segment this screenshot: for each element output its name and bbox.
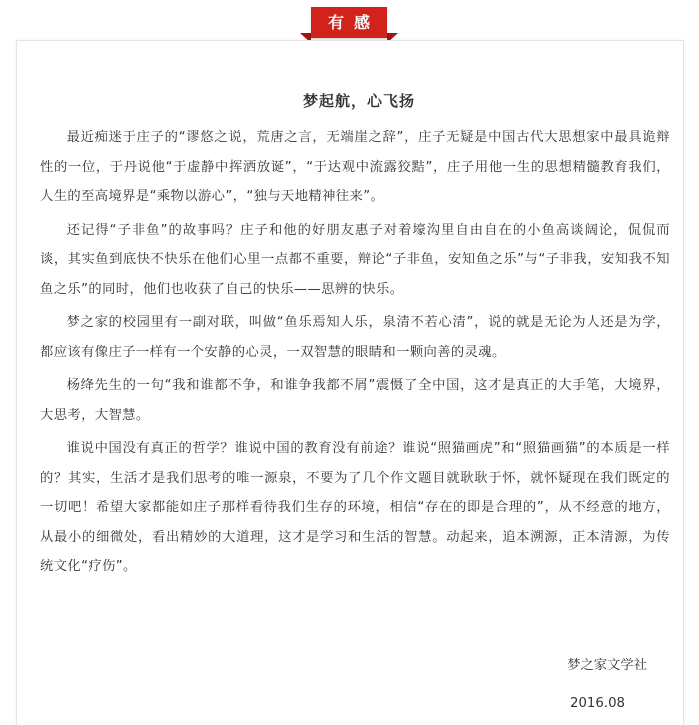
- paragraph-1: 最近痴迷于庄子的“谬悠之说，荒唐之言，无端崖之辞”，庄子无疑是中国古代大思想家中最具诡辩性的一位，于丹说他“于虚静中挥洒放诞”，“于达观中流露狡黠”，庄子用他一生的思想精髓教育我们，人生的至高境界是“乘物以游心”，“独与天地精神往来”。: [40, 130, 670, 204]
- article-signature: 梦之家文学社: [567, 658, 647, 673]
- paragraph-5: 谁说中国没有真正的哲学？谁说中国的教育没有前途？谁说“照猫画虎”和“照猫画猫”的本质是一样的？其实，生活才是我们思考的唯一源泉，不要为了几个作文题目就耿耿于怀，就怀疑现在我们既定的一切吧！希望大家都能如庄子那样看待我们生存的环境，相信“存在的即是合理的”，从不经意的地方，从最小的细微处，看出精妙的大道理，这才是学习和生活的智慧。动起来，追本溯源，正本清源，为传统文化“疗伤”。: [40, 441, 670, 574]
- article-content: [40, 90, 670, 586]
- paragraph-3: 梦之家的校园里有一副对联，叫做“鱼乐焉知人乐，泉清不若心清”，说的就是无论为人还是为学，都应该有像庄子一样有一个安静的心灵，一双智慧的眼睛和一颗向善的灵魂。: [40, 315, 670, 360]
- paragraph-4: 杨绛先生的一句“我和谁都不争，和谁争我都不屑”震慑了全中国，这才是真正的大手笔，大境界，大思考，大智慧。: [40, 378, 670, 423]
- article-title: 梦起航，心飞扬: [302, 92, 415, 110]
- ribbon-label: 有感: [311, 7, 387, 38]
- article-date: 2016.08: [570, 696, 625, 711]
- paragraph-2: 还记得“子非鱼”的故事吗？庄子和他的好朋友惠子对着壕沟里自由自在的小鱼高谈阔论，侃侃而谈，其实鱼到底快不快乐在他们心里一点都不重要，辩论“子非鱼，安知鱼之乐”与“子非我，安知我不知鱼之乐”的同时，他们也收获了自己的快乐——思辨的快乐。: [40, 222, 670, 297]
